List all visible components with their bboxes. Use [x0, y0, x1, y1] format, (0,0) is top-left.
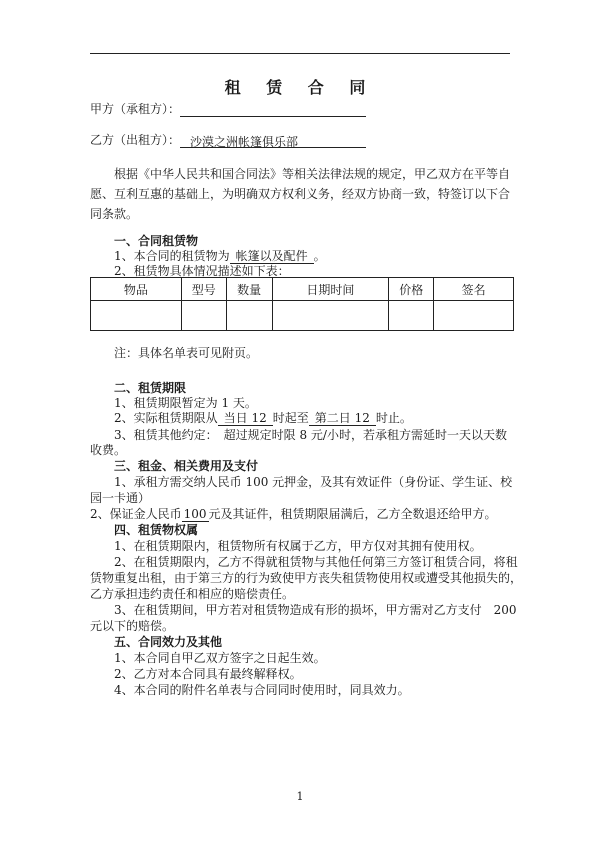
table-cell[interactable] — [434, 301, 514, 331]
section4-item2: 2、在租赁期限内，乙方不得就租赁物与其他任何第三方签订租赁合同，将租 — [114, 555, 518, 569]
section5-heading: 五、合同效力及其他 — [114, 635, 223, 649]
table-cell[interactable] — [389, 301, 434, 331]
table-cell[interactable] — [91, 301, 182, 331]
party-b-value[interactable]: 沙漠之洲帐篷俱乐部 — [180, 134, 366, 148]
header-rule — [90, 53, 510, 54]
intro-paragraph: 根据《中华人民共和国合同法》等相关法律法规的规定，甲乙双方在平等自愿、互利互惠的基础上，为明确双方权利义务，经双方协商一致，特签订以下合同条款。 — [90, 167, 511, 221]
party-b-label: 乙方（出租方）： — [90, 133, 181, 147]
section1-heading: 一、合同租赁物 — [114, 234, 199, 248]
section2-item1: 1、租赁期限暂定为 1 天。 — [114, 396, 257, 410]
section4-item2-cont2: 乙方承担违约责任和相应的赔偿责任。 — [90, 587, 295, 601]
deposit-amount[interactable]: 100 — [183, 507, 207, 521]
section2-item3: 3、租赁其他约定： 超过规定时限 8 元/小时，若承租方需延时一天以天数 — [114, 428, 507, 442]
table-header: 签名 — [434, 278, 514, 301]
table-header: 日期时间 — [272, 278, 389, 301]
table-header: 价格 — [389, 278, 434, 301]
party-a-blank[interactable] — [180, 102, 366, 117]
rental-table — [90, 277, 514, 331]
page-title: 租 赁 合 同 — [224, 78, 376, 97]
section2-item3-cont: 收费。 — [90, 443, 127, 457]
party-a-label: 甲方（承租方）： — [90, 102, 181, 116]
section4-item3-cont: 元以下的赔偿。 — [90, 619, 175, 633]
section1-item2: 2、租赁物具体情况描述如下表： — [114, 264, 290, 278]
table-cell[interactable] — [272, 301, 389, 331]
end-time-value[interactable]: 第二日 12 — [309, 411, 376, 426]
section3-heading: 三、租金、相关费用及支付 — [114, 459, 259, 473]
table-header: 型号 — [181, 278, 226, 301]
section3-item1-cont: 园一卡通） — [90, 491, 151, 505]
table-header: 物品 — [91, 278, 182, 301]
table-cell[interactable] — [181, 301, 226, 331]
section2-heading: 二、租赁期限 — [114, 381, 187, 395]
table-cell[interactable] — [226, 301, 272, 331]
section5-item3: 4、本合同的附件名单表与合同同时使用时，同具效力。 — [114, 683, 410, 697]
page-number: 1 — [296, 790, 304, 803]
section4-item1: 1、在租赁期限内，租赁物所有权属于乙方，甲方仅对其拥有使用权。 — [114, 539, 482, 553]
section5-item1: 1、本合同自甲乙双方签字之日起生效。 — [114, 651, 326, 665]
section1-item1: 1、本合同的租赁物为 帐篷以及配件 。 — [114, 249, 326, 263]
start-time-value[interactable]: 当日 12 — [218, 411, 273, 426]
rental-item-value[interactable]: 帐篷以及配件 — [230, 249, 314, 264]
section5-item2: 2、乙方对本合同具有最终解释权。 — [114, 667, 302, 681]
section2-item2: 2、实际租赁期限从 当日 12 时起至 第二日 12 时止。 — [114, 411, 412, 425]
section4-item2-cont1: 赁物重复出租，由于第三方的行为致使甲方丧失租赁物使用权或遭受其他损失的， — [90, 571, 523, 585]
section4-heading: 四、租赁物权属 — [114, 523, 199, 537]
section4-item3: 3、在租赁期间，甲方若对租赁物造成有形的损坏，甲方需对乙方支付 200 — [114, 603, 517, 617]
table-header: 数量 — [226, 278, 272, 301]
section3-item2: 2、保证金人民币 100 元及其证件，租赁期限届满后，乙方全数退还给甲方。 — [90, 507, 497, 521]
party-b-line — [90, 132, 366, 148]
party-a-line — [90, 101, 366, 117]
table-header-row — [91, 278, 514, 301]
section3-item1: 1、承租方需交纳人民币 100 元押金，及其有效证件（身份证、学生证、校 — [114, 475, 513, 489]
table-row — [91, 301, 514, 331]
table-note: 注：具体名单表可见附页。 — [114, 346, 259, 360]
